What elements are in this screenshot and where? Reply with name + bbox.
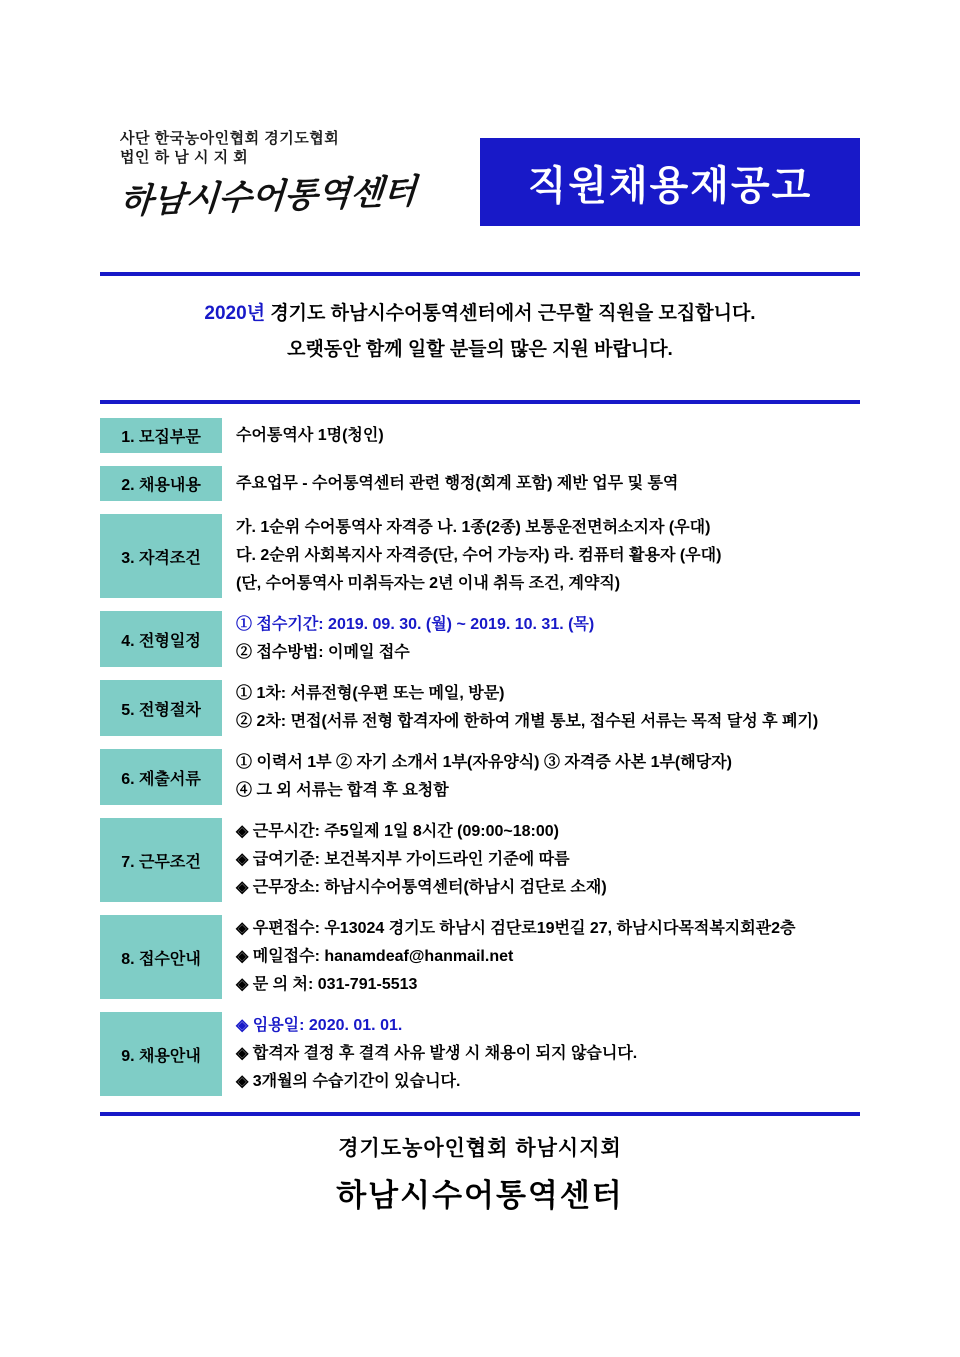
- page-title: [480, 138, 860, 226]
- section-line: ◈ 급여기준: 보건복지부 가이드라인 기준에 따름: [236, 851, 570, 869]
- section-row: [100, 418, 860, 453]
- intro-text: [100, 276, 860, 382]
- poster-header: [100, 0, 860, 250]
- logo-center-script: 하남시수어통역센터: [118, 171, 418, 222]
- section-row: [100, 466, 860, 501]
- intro-line-1: [100, 296, 860, 332]
- section-body: [222, 418, 384, 453]
- section-line: ◈ 근무장소: 하남시수어통역센터(하남시 검단로 소재): [236, 879, 607, 897]
- section-body: [222, 514, 721, 598]
- section-line: ② 접수방법: 이메일 접수: [236, 644, 410, 662]
- section-line: ◈ 근무시간: 주5일제 1일 8시간 (09:00~18:00): [236, 823, 559, 841]
- section-line: 주요업무 - 수어통역센터 관련 행정(회계 포함) 제반 업무 및 통역: [236, 474, 679, 492]
- intro-line-2: 오랫동안 함께 일할 분들의 많은 지원 바랍니다.: [287, 339, 673, 361]
- section-line: ② 2차: 면접(서류 전형 합격자에 한하여 개별 통보, 접수된 서류는 목적 달성 후 폐기): [236, 713, 819, 731]
- section-row: [100, 514, 860, 598]
- organization-logo: [100, 130, 440, 223]
- section-row: [100, 1012, 860, 1096]
- section-line: ◈ 우편접수: 우13024 경기도 하남시 검단로19번길 27, 하남시다목적복지회관2층: [236, 920, 796, 938]
- announcement-sections: [100, 404, 860, 1096]
- section-label: 4. 전형일정: [100, 611, 222, 667]
- section-body: [222, 749, 732, 805]
- section-line: ④ 그 외 서류는 합격 후 요청함: [236, 782, 449, 800]
- poster-footer: [100, 1116, 860, 1215]
- section-body: [222, 466, 678, 501]
- section-line: ◈ 메일접수: hanamdeaf@hanmail.net: [236, 948, 514, 966]
- intro-line-1-rest: 경기도 하남시수어통역센터에서 근무할 직원을 모집합니다.: [265, 303, 756, 324]
- section-label: 6. 제출서류: [100, 749, 222, 805]
- section-label: 2. 채용내용: [100, 466, 222, 501]
- section-label: 1. 모집부문: [100, 418, 222, 453]
- section-line: ① 이력서 1부 ② 자기 소개서 1부(자유양식) ③ 자격증 사본 1부(해당자): [236, 754, 732, 772]
- section-row: [100, 749, 860, 805]
- section-label: 3. 자격조건: [100, 514, 222, 598]
- logo-association-line2: 법인 하 남 시 지 회: [120, 148, 249, 166]
- page-title-text: 직원채용재공고: [527, 163, 813, 208]
- section-body: [222, 915, 796, 999]
- footer-center-name: 하남시수어통역센터: [336, 1178, 624, 1214]
- section-line: ① 접수기간: 2019. 09. 30. (월) ~ 2019. 10. 31. (목): [236, 616, 595, 634]
- section-line: ◈ 합격자 결정 후 결격 사유 발생 시 채용이 되지 않습니다.: [236, 1045, 638, 1063]
- section-line: ① 1차: 서류전형(우편 또는 메일, 방문): [236, 685, 505, 703]
- section-row: [100, 818, 860, 902]
- logo-association-line1: 사단 한국농아인협회 경기도협회: [120, 130, 340, 147]
- section-line: ◈ 3개월의 수습기간이 있습니다.: [236, 1073, 461, 1091]
- section-line: ◈ 임용일: 2020. 01. 01.: [236, 1017, 403, 1035]
- section-row: [100, 915, 860, 999]
- section-line: ◈ 문 의 처: 031-791-5513: [236, 976, 418, 994]
- footer-organization: 경기도농아인협회 하남시지회: [338, 1137, 622, 1161]
- section-line: 다. 2순위 사회복지사 자격증(단, 수어 가능자) 라. 컴퓨터 활용자 (우대): [236, 547, 722, 565]
- section-label: 7. 근무조건: [100, 818, 222, 902]
- section-label: 8. 접수안내: [100, 915, 222, 999]
- intro-year: 2020년: [204, 303, 266, 324]
- section-body: [222, 611, 594, 667]
- section-line: (단, 수어통역사 미취득자는 2년 이내 취득 조건, 계약직): [236, 575, 621, 593]
- section-line: 수어통역사 1명(청인): [236, 426, 384, 444]
- section-body: [222, 1012, 637, 1096]
- section-row: [100, 680, 860, 736]
- section-line: 가. 1순위 수어통역사 자격증 나. 1종(2종) 보통운전면허소지자 (우대): [236, 519, 711, 537]
- section-body: [222, 680, 818, 736]
- section-row: [100, 611, 860, 667]
- section-body: [222, 818, 607, 902]
- section-label: 5. 전형절차: [100, 680, 222, 736]
- section-label: 9. 채용안내: [100, 1012, 222, 1096]
